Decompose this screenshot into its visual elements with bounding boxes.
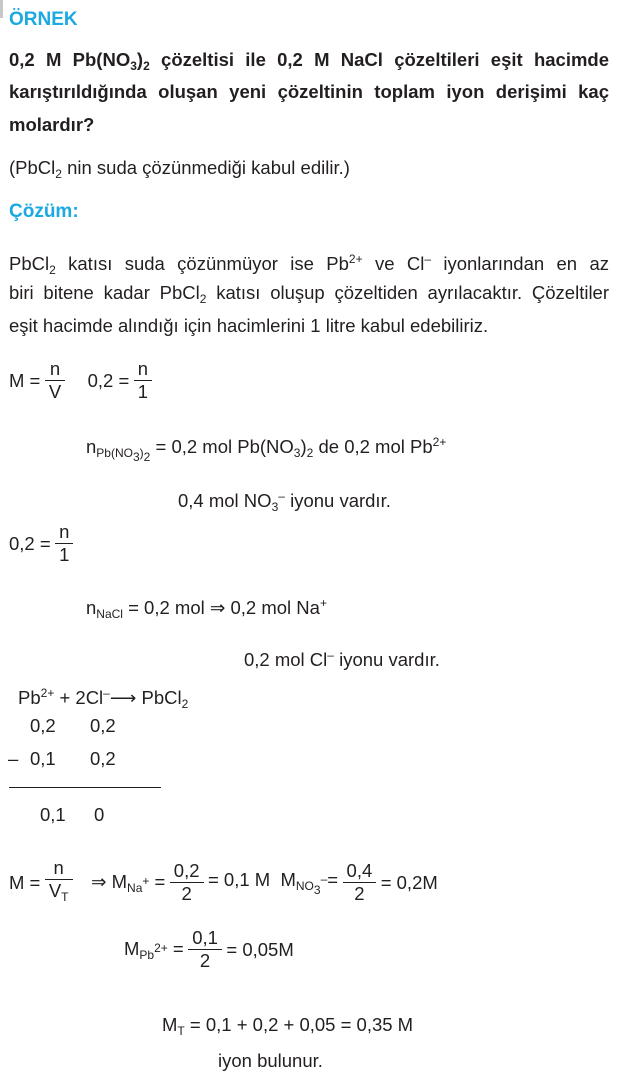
fraction-n-over-1-b: $\frac{n}{1}$ — [55, 521, 73, 566]
concentration-equation: 0,2 = $\frac{n}{1}$ — [9, 521, 73, 566]
assumption-note: (PbCl$_2$ nin suda çözünmediği kabul edilir.) — [9, 157, 350, 181]
lead-nitrate-moles: $n_{Pb(NO_3)_2} = 0,2$ mol $Pb(NO_3)_2$ de 0,2 mol $Pb^{2+}$ — [86, 435, 447, 464]
question-line-3: molardır? — [9, 114, 95, 135]
solution-paragraph-line-1: PbCl$_2$ katısı suda çözünmüyor ise $Pb^{2+}$ ve Cl– iyonlarından en az — [9, 252, 609, 277]
nacl-moles: $n_{NaCl} = 0,2$ mol ⇒ 0,2 mol Na+ — [86, 596, 327, 621]
lead-ion-concentration: $M_{Pb^{2+}}$ = $\frac{0,1}{2}$ = 0,05M — [124, 927, 294, 971]
reacted-moles-cl: 0,2 — [90, 748, 116, 769]
initial-moles-pb: 0,2 — [30, 715, 56, 736]
minus-sign: – — [8, 748, 19, 769]
remaining-moles-pb: 0,1 — [40, 804, 66, 825]
nitrate-ion-moles: 0,4 mol $NO_3^-$ iyonu vardır. — [178, 489, 391, 514]
left-accent-bar — [0, 0, 3, 18]
precipitation-reaction: $Pb^{2+}$ + 2Cl–⟶ PbCl$_2$ — [18, 686, 189, 711]
subtraction-line — [9, 787, 161, 788]
fraction-0-2-over-2: $\frac{0,2}{2}$ — [170, 860, 204, 905]
initial-moles-cl: 0,2 — [90, 715, 116, 736]
fraction-0-4-over-2: $\frac{0,4}{2}$ — [343, 860, 377, 905]
solution-paragraph-line-2: biri bitene kadar PbCl$_2$ katısı oluşup çözeltiden ayrılacaktır. Çözeltiler — [9, 282, 610, 306]
solution-paragraph-line-3: eşit hacimde alındığı için hacimlerini 1 litre kabul edebiliriz. — [9, 315, 489, 336]
solution-heading: Çözüm: — [9, 201, 79, 222]
question-line-2: karıştırıldığında oluşan yeni çözeltinin toplam iyon derişimi kaç — [9, 81, 609, 102]
fraction-0-1-over-2: $\frac{0,1}{2}$ — [188, 927, 222, 972]
fraction-n-over-vt: $\frac{n}{V_T}$ — [45, 857, 73, 908]
conclusion-text: iyon bulunur. — [218, 1050, 323, 1071]
ion-concentrations: M = $\frac{n}{V_T}$ ⇒ $M_{Na^+}$ = $\frac{0,2}{2}$ = 0,1 M $M_{NO_3^-}=$ $\frac{0,4}{2}$ = 0,2M — [9, 857, 438, 908]
chloride-ion-moles: 0,2 mol Cl– iyonu vardır. — [244, 648, 440, 670]
reacted-moles-pb: 0,1 — [30, 748, 56, 769]
fraction-n-over-v: $\frac{n}{V}$ — [45, 358, 65, 403]
remaining-moles-cl: 0 — [94, 804, 105, 825]
total-concentration: $M_T = 0,1 + 0,2 + 0,05 = 0,35$ M — [162, 1014, 414, 1038]
fraction-n-over-1: $\frac{n}{1}$ — [134, 358, 152, 403]
molarity-formula: M = $\frac{n}{V}$ 0,2 = $\frac{n}{1}$ — [9, 358, 152, 403]
example-heading: ÖRNEK — [9, 9, 78, 30]
question-line-1: 0,2 M $Pb(NO_3)_2$ çözeltisi ile 0,2 M NaCl çözeltileri eşit hacimde — [9, 49, 609, 73]
